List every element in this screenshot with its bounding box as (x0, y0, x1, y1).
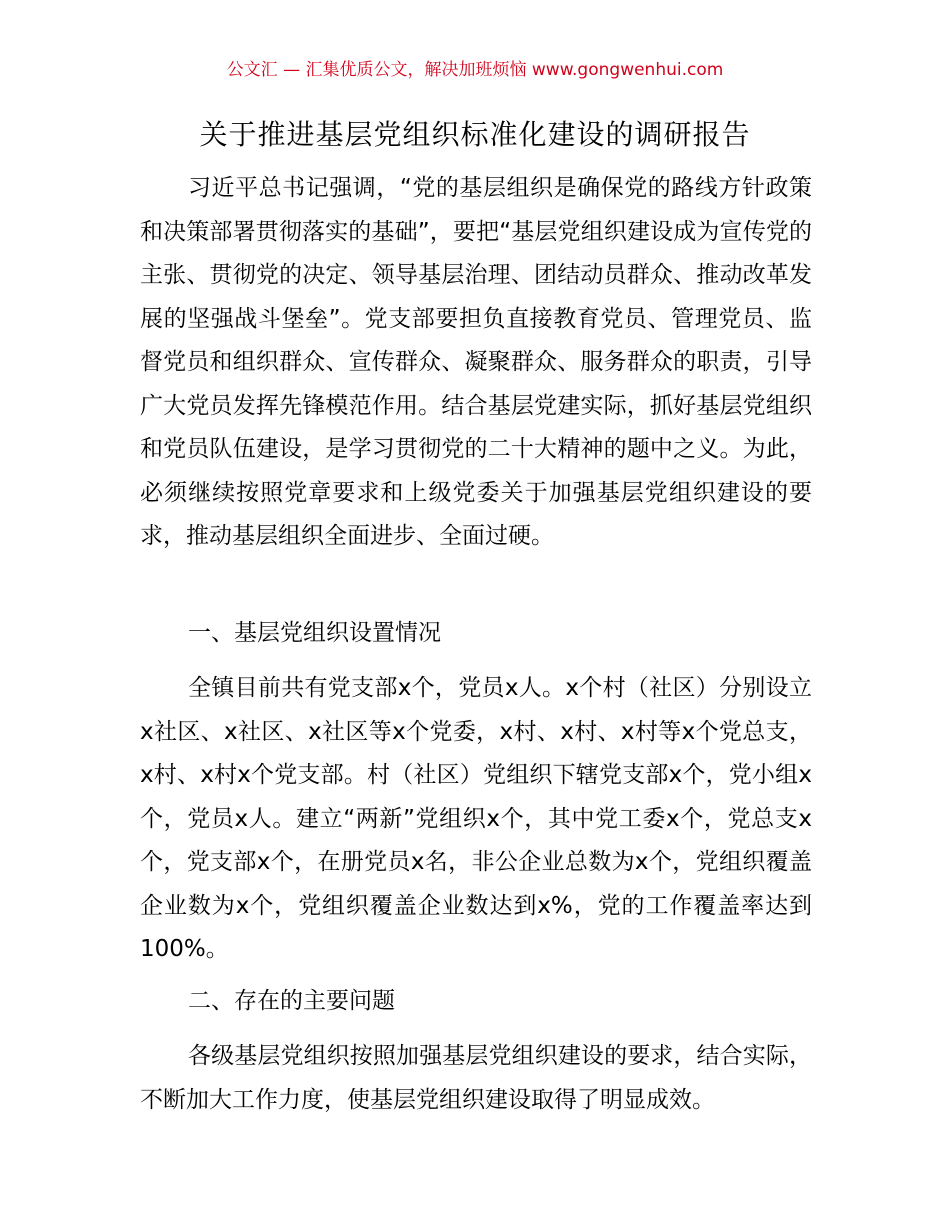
intro-paragraph: 习近平总书记强调，“党的基层组织是确保党的路线方针政策和决策部署贯彻落实的基础”，要把“基层党组织建设成为宣传党的主张、贯彻党的决定、领导基层治理、团结动员群众、推动改革发展的坚强战斗堡垒”。党支部要担负直接教育党员、管理党员、监督党员和组织群众、宣传群众、凝聚群众、服务群众的职责，引导广大党员发挥先锋模范作用。结合基层党建实际，抓好基层党组织和党员队伍建设，是学习贯彻党的二十大精神的题中之义。为此，必须继续按照党章要求和上级党委关于加强基层党组织建设的要求，推动基层组织全面进步、全面过硬。 (140, 175, 812, 549)
watermark-header: 公文汇 — 汇集优质公文，解决加班烦恼 www.gongwenhui.com (226, 60, 724, 80)
section-2-paragraph: 各级基层党组织按照加强基层党组织建设的要求，结合实际，不断加大工作力度，使基层党组织建设取得了明显成效。 (140, 1043, 812, 1113)
section-2-heading: 二、存在的主要问题 (188, 988, 395, 1014)
section-1-paragraph: 全镇目前共有党支部x个，党员x人。x个村（社区）分别设立x社区、x社区、x社区等x个党委，x村、x村、x村等x个党总支，x村、x村x个党支部。村（社区）党组织下辖党支部x个，党小组x个，党员x人。建立“两新”党组织x个，其中党工委x个，党总支x个，党支部x个，在册党员x名，非公企业总数为x个，党组织覆盖企业数为x个，党组织覆盖企业数达到x%，党的工作覆盖率达到100%。 (140, 675, 812, 962)
section-1-heading: 一、基层党组织设置情况 (188, 620, 441, 646)
document-title: 关于推进基层党组织标准化建设的调研报告 (199, 118, 751, 151)
